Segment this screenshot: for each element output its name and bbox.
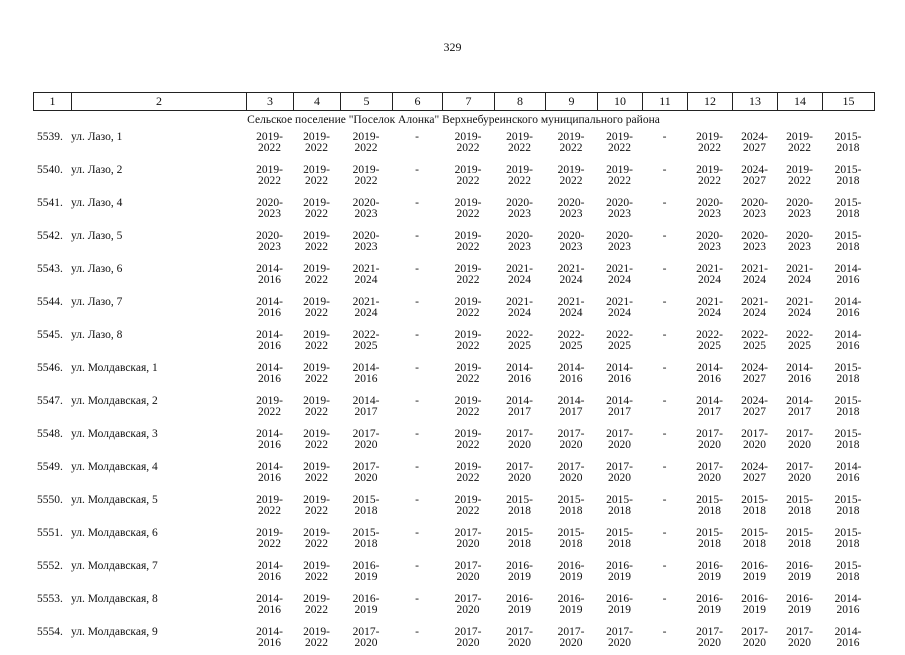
cell-col-6: - (415, 527, 419, 539)
cell-col-13: 2022- 2025 (741, 329, 768, 352)
cell-col-11: - (662, 230, 667, 242)
cell-col-9: 2021- 2024 (557, 296, 585, 319)
cell-col-13: 2016- 2019 (741, 560, 768, 583)
cell-col-4: 2019- 2022 (303, 329, 330, 352)
cell-col-13: 2024- 2027 (741, 461, 768, 484)
cell-col-11: - (662, 494, 667, 506)
table-row (33, 391, 874, 424)
cell-col-8: 2017- 2020 (506, 461, 533, 484)
row-number: 5541. (37, 197, 63, 209)
cell-col-15: 2015- 2018 (834, 395, 862, 418)
cell-col-13: 2017- 2020 (741, 428, 768, 451)
cell-col-3: 2020- 2023 (256, 197, 283, 220)
cell-col-3: 2014- 2016 (256, 593, 283, 616)
cell-col-5: 2016- 2019 (352, 560, 380, 583)
column-header-4: 4 (294, 93, 341, 111)
table-row (33, 259, 874, 292)
cell-col-6: - (415, 560, 419, 572)
cell-col-14: 2017- 2020 (786, 428, 813, 451)
cell-col-12: 2020- 2023 (696, 197, 723, 220)
cell-col-11: - (662, 626, 667, 638)
cell-col-9: 2020- 2023 (557, 230, 585, 253)
cell-col-6: - (415, 626, 419, 638)
cell-col-6: - (415, 164, 419, 176)
street-address: ул. Молдавская, 4 (71, 461, 158, 473)
cell-col-13: 2017- 2020 (741, 626, 768, 649)
cell-col-13: 2024- 2027 (741, 395, 768, 418)
cell-col-5: 2015- 2018 (352, 527, 380, 550)
cell-col-12: 2019- 2022 (696, 164, 723, 187)
data-table (33, 127, 874, 655)
cell-col-6: - (415, 296, 419, 308)
cell-col-5: 2014- 2016 (352, 362, 380, 385)
cell-col-13: 2020- 2023 (741, 230, 768, 253)
street-address: ул. Лазо, 4 (71, 197, 123, 209)
cell-col-10: 2020- 2023 (606, 230, 633, 253)
cell-col-4: 2019- 2022 (303, 593, 330, 616)
row-number: 5540. (37, 164, 63, 176)
cell-col-13: 2020- 2023 (741, 197, 768, 220)
cell-col-13: 2021- 2024 (741, 263, 768, 286)
street-address: ул. Молдавская, 5 (71, 494, 158, 506)
cell-col-3: 2014- 2016 (256, 626, 283, 649)
column-header-3: 3 (247, 93, 294, 111)
cell-col-9: 2022- 2025 (557, 329, 585, 352)
cell-col-9: 2019- 2022 (557, 131, 585, 154)
cell-col-8: 2021- 2024 (506, 263, 533, 286)
cell-col-5: 2020- 2023 (352, 230, 380, 253)
cell-col-14: 2020- 2023 (786, 197, 813, 220)
cell-col-14: 2015- 2018 (786, 527, 813, 550)
row-number: 5545. (37, 329, 63, 341)
cell-col-14: 2021- 2024 (786, 296, 813, 319)
street-address: ул. Молдавская, 2 (71, 395, 158, 407)
street-address: ул. Лазо, 7 (71, 296, 123, 308)
cell-col-3: 2014- 2016 (256, 296, 283, 319)
row-number: 5550. (37, 494, 63, 506)
cell-col-8: 2020- 2023 (506, 197, 533, 220)
cell-col-10: 2016- 2019 (606, 593, 633, 616)
cell-col-14: 2014- 2016 (786, 362, 813, 385)
cell-col-5: 2019- 2022 (352, 164, 380, 187)
cell-col-8: 2014- 2017 (506, 395, 533, 418)
cell-col-15: 2015- 2018 (834, 197, 862, 220)
table-body (33, 127, 874, 655)
cell-col-7: 2017- 2020 (454, 527, 482, 550)
cell-col-5: 2017- 2020 (352, 428, 380, 451)
cell-col-13: 2016- 2019 (741, 593, 768, 616)
column-header-13: 13 (733, 93, 778, 111)
cell-col-9: 2017- 2020 (557, 626, 585, 649)
cell-col-12: 2014- 2017 (696, 395, 723, 418)
cell-col-6: - (415, 263, 419, 275)
cell-col-8: 2021- 2024 (506, 296, 533, 319)
cell-col-10: 2015- 2018 (606, 494, 633, 517)
cell-col-11: - (662, 395, 667, 407)
cell-col-15: 2015- 2018 (834, 494, 862, 517)
cell-col-9: 2015- 2018 (557, 494, 585, 517)
table-row (33, 457, 874, 490)
cell-col-8: 2019- 2022 (506, 131, 533, 154)
cell-col-15: 2015- 2018 (834, 230, 862, 253)
cell-col-12: 2014- 2016 (696, 362, 723, 385)
cell-col-6: - (415, 197, 419, 209)
cell-col-12: 2017- 2020 (696, 428, 723, 451)
cell-col-15: 2014- 2016 (834, 461, 862, 484)
cell-col-11: - (662, 131, 667, 143)
cell-col-8: 2017- 2020 (506, 428, 533, 451)
cell-col-3: 2019- 2022 (256, 527, 283, 550)
street-address: ул. Лазо, 1 (71, 131, 123, 143)
cell-col-6: - (415, 461, 419, 473)
column-header-6: 6 (393, 93, 443, 111)
street-address: ул. Лазо, 5 (71, 230, 123, 242)
cell-col-14: 2022- 2025 (786, 329, 813, 352)
cell-col-3: 2014- 2016 (256, 461, 283, 484)
column-header-1: 1 (34, 93, 72, 111)
cell-col-15: 2014- 2016 (834, 296, 862, 319)
cell-col-15: 2015- 2018 (834, 131, 862, 154)
cell-col-3: 2014- 2016 (256, 428, 283, 451)
cell-col-11: - (662, 428, 667, 440)
table-row (33, 193, 874, 226)
row-number: 5554. (37, 626, 63, 638)
cell-col-14: 2016- 2019 (786, 593, 813, 616)
cell-col-6: - (415, 230, 419, 242)
table-row (33, 622, 874, 655)
cell-col-10: 2017- 2020 (606, 428, 633, 451)
cell-col-10: 2019- 2022 (606, 131, 633, 154)
cell-col-15: 2015- 2018 (834, 164, 862, 187)
cell-col-13: 2015- 2018 (741, 494, 768, 517)
cell-col-5: 2019- 2022 (352, 131, 380, 154)
cell-col-7: 2019- 2022 (454, 296, 482, 319)
section-title: Сельское поселение "Поселок Алонка" Верхнебуреинского муниципального района (247, 114, 660, 126)
cell-col-12: 2017- 2020 (696, 461, 723, 484)
row-number: 5549. (37, 461, 63, 473)
table-row (33, 292, 874, 325)
cell-col-11: - (662, 197, 667, 209)
cell-col-8: 2022- 2025 (506, 329, 533, 352)
table-row (33, 424, 874, 457)
cell-col-3: 2019- 2022 (256, 164, 283, 187)
cell-col-10: 2014- 2016 (606, 362, 633, 385)
cell-col-9: 2015- 2018 (557, 527, 585, 550)
cell-col-3: 2014- 2016 (256, 329, 283, 352)
street-address: ул. Молдавская, 6 (71, 527, 158, 539)
cell-col-13: 2024- 2027 (741, 164, 768, 187)
cell-col-12: 2021- 2024 (696, 263, 723, 286)
cell-col-15: 2014- 2016 (834, 329, 862, 352)
cell-col-7: 2019- 2022 (454, 494, 482, 517)
cell-col-5: 2017- 2020 (352, 461, 380, 484)
cell-col-4: 2019- 2022 (303, 428, 330, 451)
column-header-12: 12 (688, 93, 733, 111)
cell-col-7: 2019- 2022 (454, 197, 482, 220)
table-row (33, 523, 874, 556)
cell-col-9: 2016- 2019 (557, 593, 585, 616)
cell-col-9: 2017- 2020 (557, 428, 585, 451)
cell-col-4: 2019- 2022 (303, 164, 330, 187)
table-row (33, 490, 874, 523)
cell-col-10: 2014- 2017 (606, 395, 633, 418)
cell-col-14: 2017- 2020 (786, 461, 813, 484)
cell-col-12: 2016- 2019 (696, 560, 723, 583)
cell-col-13: 2024- 2027 (741, 131, 768, 154)
cell-col-9: 2014- 2016 (557, 362, 585, 385)
cell-col-8: 2016- 2019 (506, 560, 533, 583)
cell-col-4: 2019- 2022 (303, 296, 330, 319)
cell-col-8: 2014- 2016 (506, 362, 533, 385)
cell-col-5: 2015- 2018 (352, 494, 380, 517)
cell-col-8: 2015- 2018 (506, 494, 533, 517)
cell-col-11: - (662, 527, 667, 539)
street-address: ул. Молдавская, 3 (71, 428, 158, 440)
cell-col-9: 2021- 2024 (557, 263, 585, 286)
cell-col-4: 2019- 2022 (303, 461, 330, 484)
cell-col-12: 2017- 2020 (696, 626, 723, 649)
cell-col-5: 2014- 2017 (352, 395, 380, 418)
cell-col-4: 2019- 2022 (303, 626, 330, 649)
cell-col-11: - (662, 164, 667, 176)
cell-col-12: 2021- 2024 (696, 296, 723, 319)
column-header-9: 9 (546, 93, 598, 111)
row-number: 5543. (37, 263, 63, 275)
row-number: 5542. (37, 230, 63, 242)
street-address: ул. Молдавская, 1 (71, 362, 158, 374)
cell-col-12: 2020- 2023 (696, 230, 723, 253)
cell-col-4: 2019- 2022 (303, 230, 330, 253)
cell-col-5: 2020- 2023 (352, 197, 380, 220)
cell-col-14: 2019- 2022 (786, 164, 813, 187)
cell-col-15: 2015- 2018 (834, 527, 862, 550)
cell-col-6: - (415, 329, 419, 341)
street-address: ул. Молдавская, 8 (71, 593, 158, 605)
cell-col-6: - (415, 395, 419, 407)
cell-col-9: 2016- 2019 (557, 560, 585, 583)
cell-col-11: - (662, 593, 667, 605)
cell-col-4: 2019- 2022 (303, 263, 330, 286)
column-header-5: 5 (341, 93, 393, 111)
cell-col-10: 2022- 2025 (606, 329, 633, 352)
table-row (33, 160, 874, 193)
table-row (33, 358, 874, 391)
cell-col-5: 2016- 2019 (352, 593, 380, 616)
cell-col-4: 2019- 2022 (303, 362, 330, 385)
table-row (33, 589, 874, 622)
cell-col-11: - (662, 362, 667, 374)
cell-col-9: 2020- 2023 (557, 197, 585, 220)
street-address: ул. Лазо, 6 (71, 263, 123, 275)
cell-col-15: 2015- 2018 (834, 362, 862, 385)
cell-col-6: - (415, 593, 419, 605)
cell-col-9: 2019- 2022 (557, 164, 585, 187)
cell-col-5: 2021- 2024 (352, 296, 380, 319)
cell-col-14: 2019- 2022 (786, 131, 813, 154)
cell-col-12: 2015- 2018 (696, 494, 723, 517)
cell-col-3: 2014- 2016 (256, 362, 283, 385)
cell-col-3: 2014- 2016 (256, 560, 283, 583)
cell-col-15: 2014- 2016 (834, 593, 862, 616)
cell-col-4: 2019- 2022 (303, 560, 330, 583)
cell-col-7: 2019- 2022 (454, 362, 482, 385)
cell-col-7: 2019- 2022 (454, 428, 482, 451)
cell-col-15: 2015- 2018 (834, 428, 862, 451)
cell-col-5: 2021- 2024 (352, 263, 380, 286)
cell-col-13: 2024- 2027 (741, 362, 768, 385)
cell-col-10: 2017- 2020 (606, 461, 633, 484)
column-header-10: 10 (598, 93, 643, 111)
row-number: 5546. (37, 362, 63, 374)
cell-col-10: 2021- 2024 (606, 296, 633, 319)
cell-col-3: 2019- 2022 (256, 131, 283, 154)
cell-col-4: 2019- 2022 (303, 395, 330, 418)
cell-col-8: 2016- 2019 (506, 593, 533, 616)
cell-col-7: 2019- 2022 (454, 395, 482, 418)
cell-col-9: 2014- 2017 (557, 395, 585, 418)
cell-col-10: 2015- 2018 (606, 527, 633, 550)
cell-col-7: 2017- 2020 (454, 593, 482, 616)
cell-col-3: 2020- 2023 (256, 230, 283, 253)
cell-col-14: 2015- 2018 (786, 494, 813, 517)
cell-col-8: 2017- 2020 (506, 626, 533, 649)
row-number: 5551. (37, 527, 63, 539)
row-number: 5552. (37, 560, 63, 572)
cell-col-7: 2019- 2022 (454, 230, 482, 253)
cell-col-6: - (415, 428, 419, 440)
cell-col-3: 2014- 2016 (256, 263, 283, 286)
cell-col-6: - (415, 494, 419, 506)
cell-col-4: 2019- 2022 (303, 527, 330, 550)
cell-col-8: 2015- 2018 (506, 527, 533, 550)
cell-col-10: 2016- 2019 (606, 560, 633, 583)
column-header-14: 14 (778, 93, 823, 111)
cell-col-7: 2019- 2022 (454, 131, 482, 154)
cell-col-10: 2017- 2020 (606, 626, 633, 649)
cell-col-7: 2019- 2022 (454, 461, 482, 484)
cell-col-15: 2014- 2016 (834, 263, 862, 286)
column-header-2: 2 (72, 93, 247, 111)
cell-col-14: 2014- 2017 (786, 395, 813, 418)
cell-col-12: 2016- 2019 (696, 593, 723, 616)
street-address: ул. Лазо, 2 (71, 164, 123, 176)
cell-col-12: 2022- 2025 (696, 329, 723, 352)
cell-col-12: 2019- 2022 (696, 131, 723, 154)
table-row (33, 226, 874, 259)
column-header-11: 11 (643, 93, 688, 111)
cell-col-7: 2017- 2020 (454, 560, 482, 583)
row-number: 5548. (37, 428, 63, 440)
table-row (33, 325, 874, 358)
street-address: ул. Лазо, 8 (71, 329, 123, 341)
row-number: 5553. (37, 593, 63, 605)
street-address: ул. Молдавская, 9 (71, 626, 158, 638)
cell-col-14: 2017- 2020 (786, 626, 813, 649)
column-header-15: 15 (823, 93, 875, 111)
cell-col-11: - (662, 560, 667, 572)
cell-col-4: 2019- 2022 (303, 197, 330, 220)
cell-col-10: 2019- 2022 (606, 164, 633, 187)
column-header-7: 7 (443, 93, 495, 111)
cell-col-15: 2015- 2018 (834, 560, 862, 583)
cell-col-7: 2019- 2022 (454, 329, 482, 352)
cell-col-10: 2020- 2023 (606, 197, 633, 220)
cell-col-9: 2017- 2020 (557, 461, 585, 484)
cell-col-4: 2019- 2022 (303, 131, 330, 154)
cell-col-13: 2021- 2024 (741, 296, 768, 319)
table-row (33, 127, 874, 160)
cell-col-11: - (662, 296, 667, 308)
cell-col-7: 2017- 2020 (454, 626, 482, 649)
cell-col-15: 2014- 2016 (834, 626, 862, 649)
page-number: 329 (443, 40, 462, 54)
cell-col-5: 2022- 2025 (352, 329, 380, 352)
column-header-8: 8 (495, 93, 546, 111)
cell-col-8: 2019- 2022 (506, 164, 533, 187)
row-number: 5547. (37, 395, 63, 407)
cell-col-12: 2015- 2018 (696, 527, 723, 550)
column-header-table (33, 92, 875, 111)
cell-col-7: 2019- 2022 (454, 164, 482, 187)
cell-col-7: 2019- 2022 (454, 263, 482, 286)
row-number: 5539. (37, 131, 63, 143)
cell-col-6: - (415, 131, 419, 143)
cell-col-13: 2015- 2018 (741, 527, 768, 550)
cell-col-14: 2016- 2019 (786, 560, 813, 583)
cell-col-5: 2017- 2020 (352, 626, 380, 649)
cell-col-10: 2021- 2024 (606, 263, 633, 286)
cell-col-11: - (662, 329, 667, 341)
cell-col-14: 2020- 2023 (786, 230, 813, 253)
cell-col-11: - (662, 263, 667, 275)
row-number: 5544. (37, 296, 63, 308)
street-address: ул. Молдавская, 7 (71, 560, 158, 572)
cell-col-11: - (662, 461, 667, 473)
table-row (33, 556, 874, 589)
cell-col-4: 2019- 2022 (303, 494, 330, 517)
cell-col-6: - (415, 362, 419, 374)
cell-col-14: 2021- 2024 (786, 263, 813, 286)
cell-col-3: 2019- 2022 (256, 395, 283, 418)
cell-col-3: 2019- 2022 (256, 494, 283, 517)
cell-col-8: 2020- 2023 (506, 230, 533, 253)
